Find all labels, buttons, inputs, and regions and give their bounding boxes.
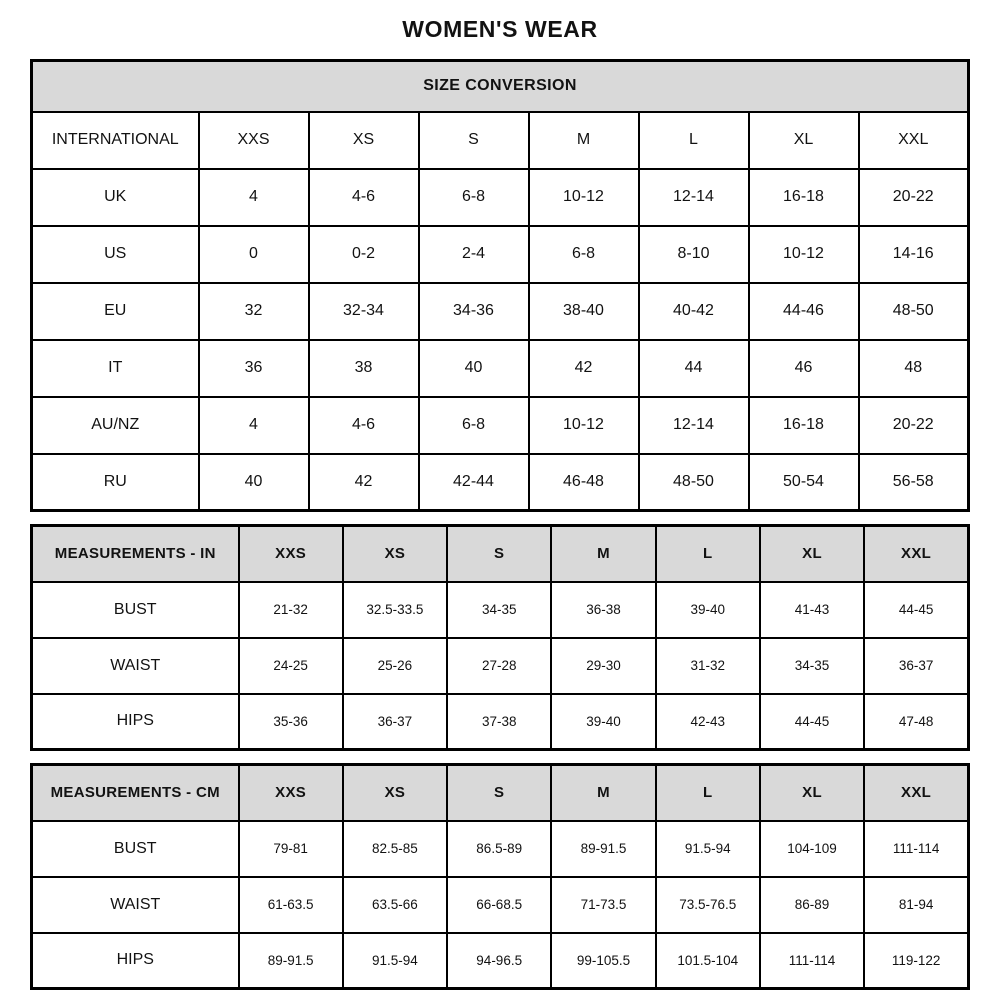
value-cell: 37-38 xyxy=(447,694,551,750)
row-label: IT xyxy=(32,340,199,397)
measurements-in-body xyxy=(32,582,969,750)
value-cell: 39-40 xyxy=(551,694,655,750)
size-header-cell: XS xyxy=(309,112,419,169)
size-header-cell: S xyxy=(447,526,551,582)
measurements-cm-table xyxy=(30,763,970,990)
value-cell: 34-35 xyxy=(760,638,864,694)
value-cell: 6-8 xyxy=(419,397,529,454)
page-title: WOMEN'S WEAR xyxy=(402,16,598,42)
value-cell: 50-54 xyxy=(749,454,859,511)
size-conversion-title: SIZE CONVERSION xyxy=(32,61,969,112)
value-cell: 40-42 xyxy=(639,283,749,340)
value-cell: 48 xyxy=(859,340,969,397)
value-cell: 16-18 xyxy=(749,169,859,226)
value-cell: 47-48 xyxy=(864,694,968,750)
value-cell: 36 xyxy=(199,340,309,397)
measurements-cm-header-row xyxy=(32,765,969,821)
value-cell: 21-32 xyxy=(239,582,343,638)
value-cell: 6-8 xyxy=(419,169,529,226)
size-header-cell: XS xyxy=(343,765,447,821)
size-header-cell: S xyxy=(419,112,529,169)
value-cell: 42 xyxy=(529,340,639,397)
row-label: EU xyxy=(32,283,199,340)
value-cell: 111-114 xyxy=(760,933,864,989)
table-row xyxy=(32,638,969,694)
value-cell: 101.5-104 xyxy=(656,933,760,989)
table-row xyxy=(32,877,969,933)
value-cell: 89-91.5 xyxy=(551,821,655,877)
value-cell: 24-25 xyxy=(239,638,343,694)
size-header-cell: XXS xyxy=(239,526,343,582)
value-cell: 36-38 xyxy=(551,582,655,638)
value-cell: 34-35 xyxy=(447,582,551,638)
row-label: BUST xyxy=(32,582,239,638)
size-header-cell: XXL xyxy=(864,765,968,821)
row-label: HIPS xyxy=(32,933,239,989)
value-cell: 71-73.5 xyxy=(551,877,655,933)
value-cell: 42-44 xyxy=(419,454,529,511)
size-header-cell: XL xyxy=(749,112,859,169)
measurements-in-title: MEASUREMENTS - IN xyxy=(32,526,239,582)
value-cell: 34-36 xyxy=(419,283,529,340)
value-cell: 39-40 xyxy=(656,582,760,638)
table-row xyxy=(32,582,969,638)
value-cell: 81-94 xyxy=(864,877,968,933)
row-label: WAIST xyxy=(32,877,239,933)
value-cell: 63.5-66 xyxy=(343,877,447,933)
value-cell: 0 xyxy=(199,226,309,283)
value-cell: 4 xyxy=(199,397,309,454)
value-cell: 40 xyxy=(199,454,309,511)
size-header-cell: XL xyxy=(760,765,864,821)
row-label: HIPS xyxy=(32,694,239,750)
value-cell: 66-68.5 xyxy=(447,877,551,933)
size-header-cell: XXS xyxy=(239,765,343,821)
value-cell: 46-48 xyxy=(529,454,639,511)
value-cell: 41-43 xyxy=(760,582,864,638)
size-header-cell: XXL xyxy=(864,526,968,582)
size-header-cell: L xyxy=(656,765,760,821)
measurements-in-header-row xyxy=(32,526,969,582)
size-conversion-banner-row xyxy=(32,61,969,112)
value-cell: 31-32 xyxy=(656,638,760,694)
size-header-cell: M xyxy=(551,765,655,821)
value-cell: 56-58 xyxy=(859,454,969,511)
row-label: US xyxy=(32,226,199,283)
value-cell: 4 xyxy=(199,169,309,226)
row-label: UK xyxy=(32,169,199,226)
table-row xyxy=(32,694,969,750)
value-cell: 0-2 xyxy=(309,226,419,283)
value-cell: 91.5-94 xyxy=(343,933,447,989)
size-header-cell: XXL xyxy=(859,112,969,169)
value-cell: 27-28 xyxy=(447,638,551,694)
size-conversion-body xyxy=(32,169,969,511)
value-cell: 32 xyxy=(199,283,309,340)
value-cell: 82.5-85 xyxy=(343,821,447,877)
value-cell: 4-6 xyxy=(309,169,419,226)
row-label: INTERNATIONAL xyxy=(32,112,199,169)
row-label: AU/NZ xyxy=(32,397,199,454)
value-cell: 38-40 xyxy=(529,283,639,340)
value-cell: 86.5-89 xyxy=(447,821,551,877)
value-cell: 29-30 xyxy=(551,638,655,694)
value-cell: 86-89 xyxy=(760,877,864,933)
size-header-cell: L xyxy=(656,526,760,582)
international-header-row xyxy=(32,112,969,169)
value-cell: 79-81 xyxy=(239,821,343,877)
value-cell: 42 xyxy=(309,454,419,511)
table-row xyxy=(32,397,969,454)
value-cell: 89-91.5 xyxy=(239,933,343,989)
value-cell: 16-18 xyxy=(749,397,859,454)
value-cell: 36-37 xyxy=(864,638,968,694)
size-header-cell: XS xyxy=(343,526,447,582)
value-cell: 10-12 xyxy=(749,226,859,283)
table-row xyxy=(32,340,969,397)
value-cell: 8-10 xyxy=(639,226,749,283)
value-cell: 44-45 xyxy=(760,694,864,750)
value-cell: 4-6 xyxy=(309,397,419,454)
size-header-cell: L xyxy=(639,112,749,169)
size-conversion-table xyxy=(30,59,970,512)
table-row xyxy=(32,821,969,877)
table-row xyxy=(32,169,969,226)
measurements-cm-body xyxy=(32,821,969,989)
value-cell: 38 xyxy=(309,340,419,397)
value-cell: 20-22 xyxy=(859,397,969,454)
value-cell: 48-50 xyxy=(859,283,969,340)
measurements-cm-title: MEASUREMENTS - CM xyxy=(32,765,239,821)
value-cell: 48-50 xyxy=(639,454,749,511)
measurements-in-table xyxy=(30,524,970,751)
size-header-cell: M xyxy=(551,526,655,582)
table-row xyxy=(32,283,969,340)
value-cell: 44-45 xyxy=(864,582,968,638)
value-cell: 61-63.5 xyxy=(239,877,343,933)
size-header-cell: XL xyxy=(760,526,864,582)
value-cell: 10-12 xyxy=(529,397,639,454)
value-cell: 91.5-94 xyxy=(656,821,760,877)
value-cell: 14-16 xyxy=(859,226,969,283)
size-header-cell: S xyxy=(447,765,551,821)
value-cell: 104-109 xyxy=(760,821,864,877)
table-row xyxy=(32,933,969,989)
size-header-cell: XXS xyxy=(199,112,309,169)
row-label: RU xyxy=(32,454,199,511)
value-cell: 44 xyxy=(639,340,749,397)
value-cell: 32-34 xyxy=(309,283,419,340)
table-row xyxy=(32,454,969,511)
value-cell: 73.5-76.5 xyxy=(656,877,760,933)
value-cell: 40 xyxy=(419,340,529,397)
value-cell: 111-114 xyxy=(864,821,968,877)
value-cell: 32.5-33.5 xyxy=(343,582,447,638)
value-cell: 94-96.5 xyxy=(447,933,551,989)
value-cell: 12-14 xyxy=(639,397,749,454)
value-cell: 2-4 xyxy=(419,226,529,283)
value-cell: 99-105.5 xyxy=(551,933,655,989)
value-cell: 6-8 xyxy=(529,226,639,283)
value-cell: 10-12 xyxy=(529,169,639,226)
value-cell: 119-122 xyxy=(864,933,968,989)
value-cell: 25-26 xyxy=(343,638,447,694)
value-cell: 42-43 xyxy=(656,694,760,750)
value-cell: 20-22 xyxy=(859,169,969,226)
row-label: WAIST xyxy=(32,638,239,694)
value-cell: 12-14 xyxy=(639,169,749,226)
row-label: BUST xyxy=(32,821,239,877)
table-row xyxy=(32,226,969,283)
size-header-cell: M xyxy=(529,112,639,169)
value-cell: 35-36 xyxy=(239,694,343,750)
value-cell: 44-46 xyxy=(749,283,859,340)
value-cell: 46 xyxy=(749,340,859,397)
value-cell: 36-37 xyxy=(343,694,447,750)
